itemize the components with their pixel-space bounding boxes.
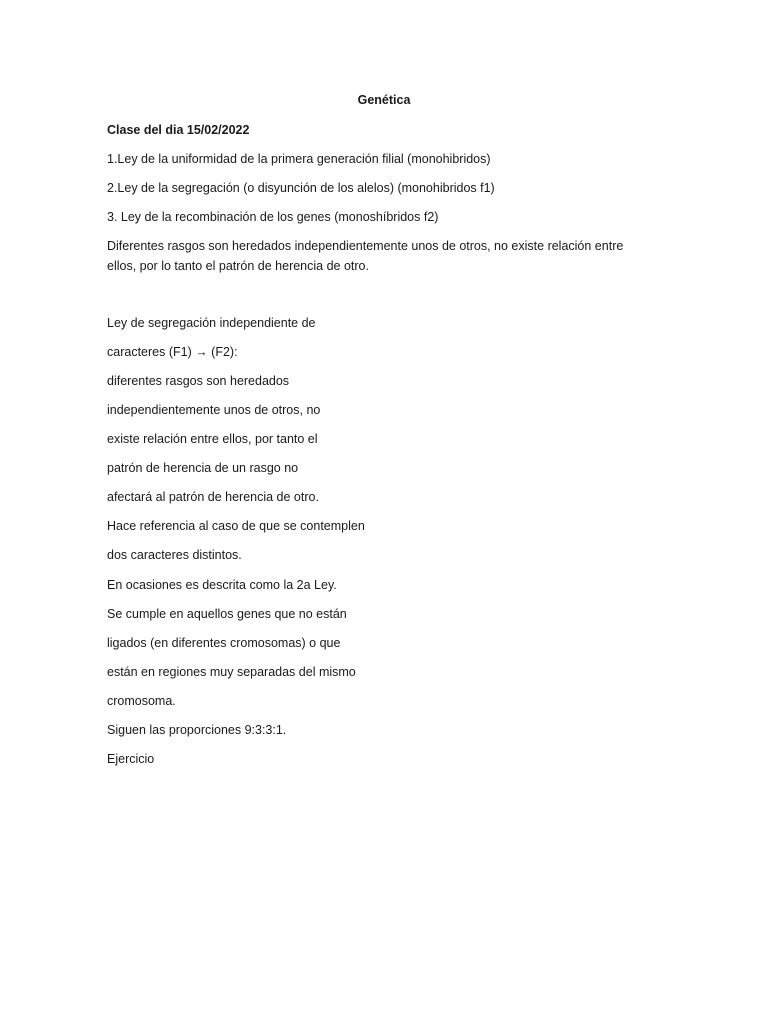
body-line: patrón de herencia de un rasgo no: [107, 461, 299, 475]
body-line: ligados (en diferentes cromosomas) o que: [107, 636, 341, 650]
body-line: dos caracteres distintos.: [107, 548, 242, 562]
body-line: diferentes rasgos son heredados: [107, 374, 290, 388]
body-line: caracteres (F1) → (F2):: [107, 345, 238, 359]
intro-paragraph: Diferentes rasgos son heredados independientemente unos de otros, no existe relación entre ellos, por lo tanto el patrón de herencia de otro.: [107, 239, 624, 273]
body-line: cromosoma.: [107, 694, 176, 708]
body-line: En ocasiones es descrita como la 2a Ley.: [107, 578, 337, 592]
law-item-3: 3. Ley de la recombinación de los genes (monoshíbridos f2): [107, 210, 439, 224]
body-line: independientemente unos de otros, no: [107, 403, 321, 417]
law-item-1: 1.Ley de la uniformidad de la primera generación filial (monohibridos): [107, 152, 491, 166]
body-line: Ley de segregación independiente de: [107, 316, 316, 330]
body-line: Siguen las proporciones 9:3:3:1.: [107, 723, 287, 737]
body-line: Hace referencia al caso de que se contemplen: [107, 519, 365, 533]
body-line: Ejercicio: [107, 752, 155, 766]
body-line: Se cumple en aquellos genes que no están: [107, 607, 347, 621]
body-line: existe relación entre ellos, por tanto el: [107, 432, 318, 446]
body-line: afectará al patrón de herencia de otro.: [107, 490, 319, 504]
law-item-2: 2.Ley de la segregación (o disyunción de los alelos) (monohibridos f1): [107, 181, 495, 195]
document-title: Genética: [357, 93, 411, 107]
body-line: están en regiones muy separadas del mismo: [107, 665, 356, 679]
class-date-heading: Clase del dia 15/02/2022: [107, 123, 250, 137]
